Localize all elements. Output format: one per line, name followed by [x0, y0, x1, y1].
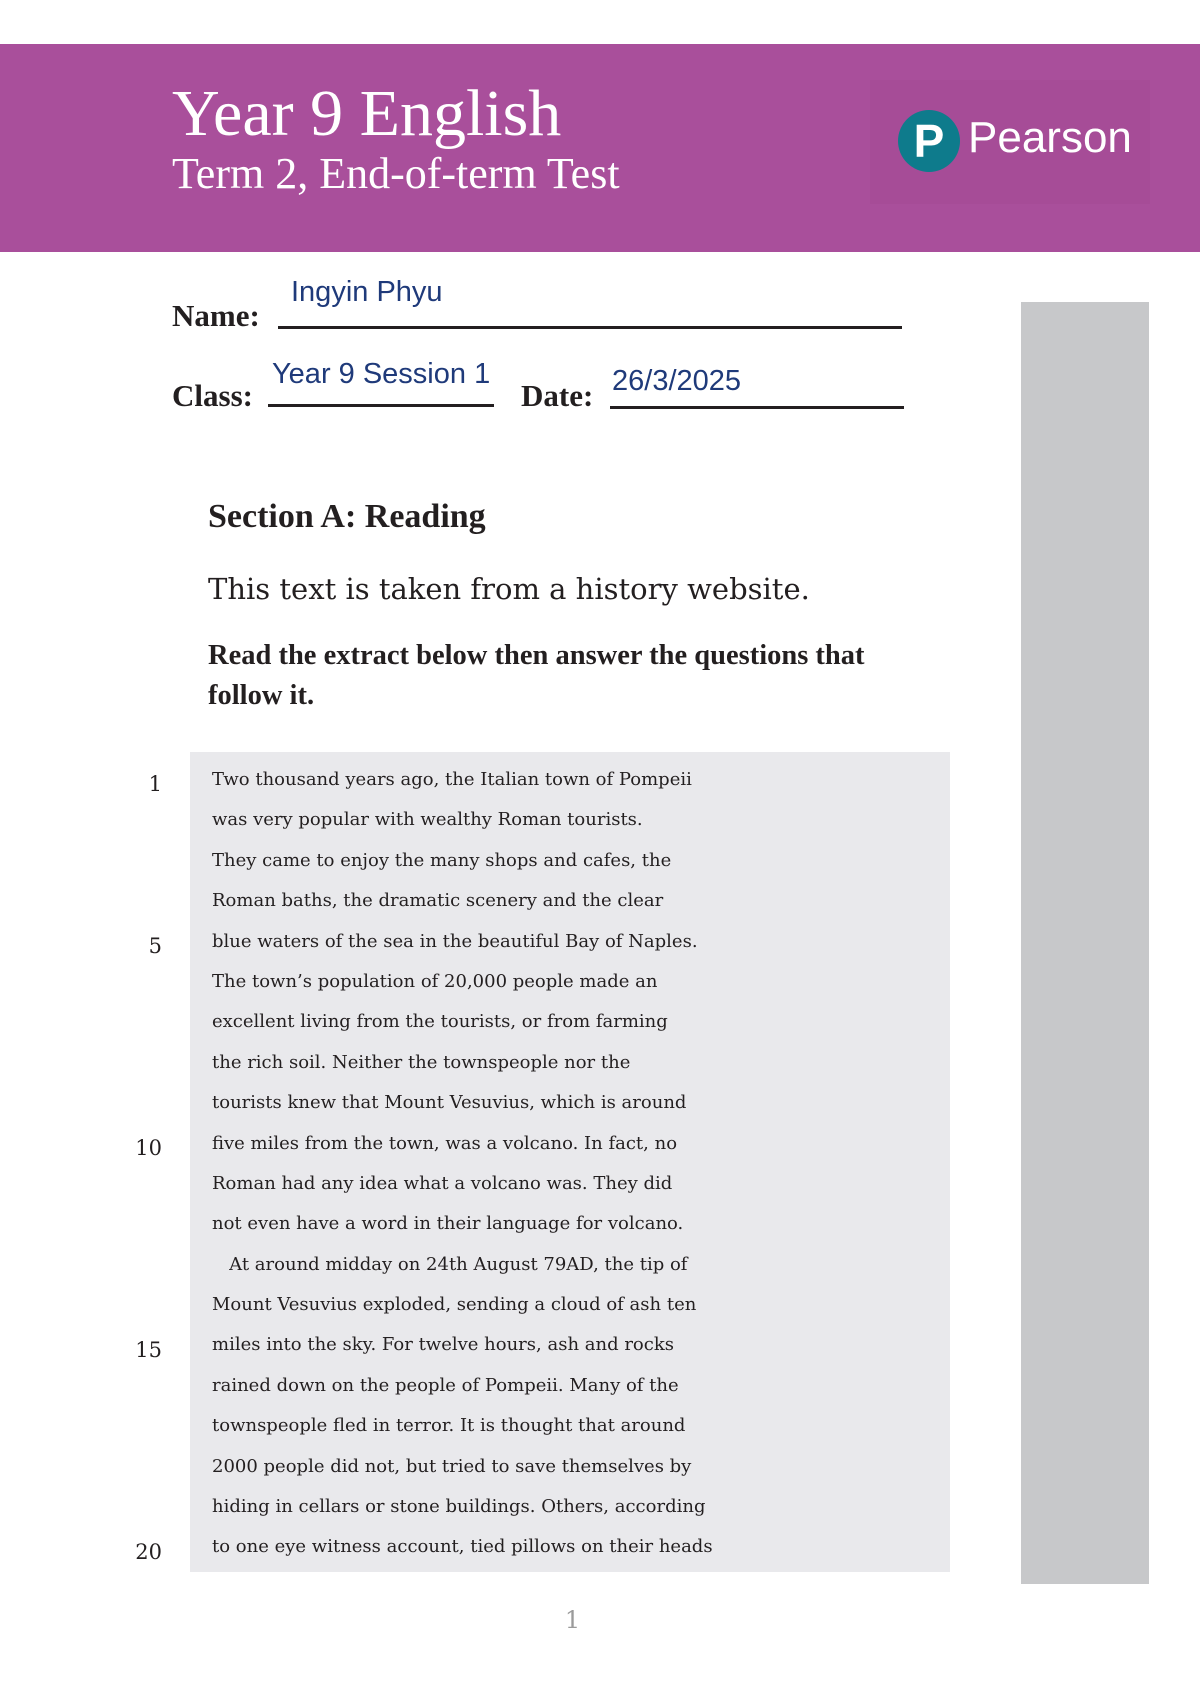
extract-line: blue waters of the sea in the beautiful Bay of Naples.: [212, 930, 698, 952]
extract-line: the rich soil. Neither the townspeople nor the: [212, 1051, 631, 1073]
extract-line: At around midday on 24th August 79AD, the tip of: [212, 1253, 688, 1275]
extract-line: not even have a word in their language for volcano.: [212, 1213, 684, 1235]
extract-line: miles into the sky. For twelve hours, ash and rocks: [212, 1334, 674, 1356]
class-label: Class:: [172, 378, 253, 413]
class-underline: [268, 404, 494, 407]
name-underline: [278, 326, 902, 329]
test-title: Year 9 English: [172, 77, 562, 150]
test-subtitle: Term 2, End-of-term Test: [172, 149, 620, 198]
line-number: 15: [135, 1338, 162, 1362]
line-number: 10: [135, 1136, 162, 1160]
pearson-wordmark: Pearson: [968, 113, 1132, 162]
extract-line: to one eye witness account, tied pillows on their heads: [212, 1536, 713, 1558]
date-field[interactable]: 26/3/2025: [612, 365, 742, 397]
extract-line: The town’s population of 20,000 people made an: [212, 970, 658, 992]
date-label: Date:: [521, 378, 594, 413]
extract-line: rained down on the people of Pompeii. Many of the: [212, 1374, 679, 1396]
section-instruction: Read the extract below then answer the questions that follow it.: [208, 640, 865, 711]
name-field[interactable]: Ingyin Phyu: [291, 276, 443, 308]
name-label: Name:: [172, 298, 260, 333]
date-underline: [610, 406, 904, 409]
extract-line: excellent living from the tourists, or from farming: [212, 1011, 668, 1033]
class-field[interactable]: Year 9 Session 1: [272, 358, 491, 390]
extract-line: hiding in cellars or stone buildings. Others, according: [212, 1496, 706, 1518]
extract-line: They came to enjoy the many shops and cafes, the: [212, 849, 672, 871]
margin-sidebar: [1021, 302, 1149, 1584]
extract-line: Two thousand years ago, the Italian town of Pompeii: [212, 769, 692, 790]
extract-line: Roman had any idea what a volcano was. They did: [212, 1172, 673, 1194]
line-number: 1: [148, 772, 162, 796]
extract-line: Roman baths, the dramatic scenery and the clear: [212, 890, 664, 912]
line-number: 20: [135, 1540, 162, 1564]
line-number: 5: [148, 934, 162, 958]
extract-line: five miles from the town, was a volcano. In fact, no: [212, 1132, 678, 1154]
section-title: Section A: Reading: [208, 498, 486, 535]
pearson-logo-letter: P: [913, 115, 945, 167]
extract-line: tourists knew that Mount Vesuvius, which is around: [212, 1092, 687, 1114]
page-number: 1: [564, 1606, 581, 1634]
extract-line: 2000 people did not, but tried to save themselves by: [212, 1455, 692, 1477]
section-intro: This text is taken from a history website.: [208, 572, 810, 606]
extract-line: Mount Vesuvius exploded, sending a cloud of ash ten: [212, 1294, 697, 1316]
pearson-logo-icon: [898, 110, 960, 172]
extract-text: [212, 760, 952, 1568]
extract-line: townspeople fled in terror. It is thought that around: [212, 1415, 686, 1437]
extract-line: was very popular with wealthy Roman tourists.: [212, 809, 643, 831]
